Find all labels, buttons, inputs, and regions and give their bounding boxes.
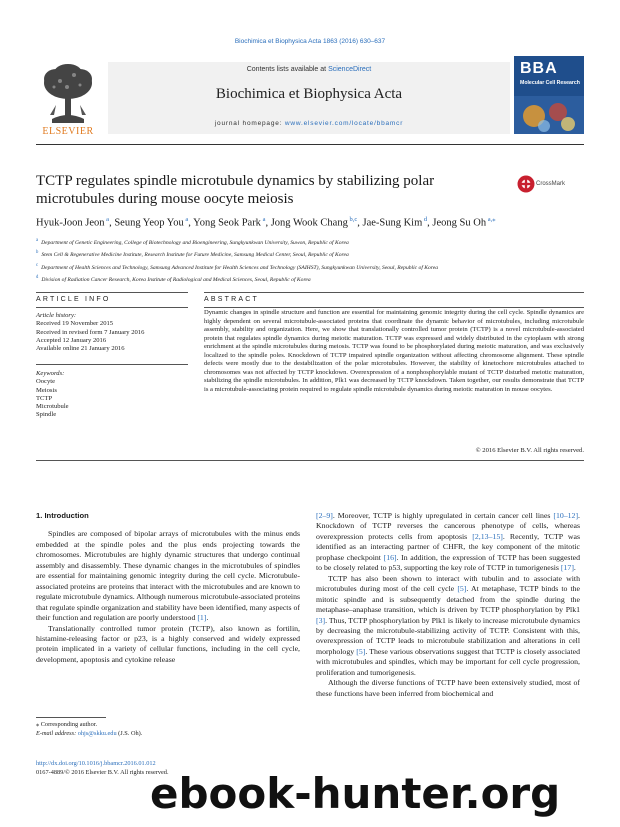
author-affiliation-marker[interactable]: a,⁎	[486, 216, 496, 223]
body-paragraph	[316, 678, 580, 699]
paragraph-text: . Thus, TCTP phosphorylation by Plk1 is likely to increase microtubule dynamics by decreasing the microtubule-stabilizing activity of TCTP. Consistent with this, overexpression of TCTP leads to microtubule stabilization and alterations in cell morphology	[316, 615, 580, 656]
affiliation-tag: c	[36, 262, 39, 268]
contents-line	[108, 66, 510, 73]
contents-prefix: Contents lists available at	[246, 66, 329, 73]
history-item: Received in revised form 7 January 2016	[36, 328, 145, 336]
author-affiliation-marker[interactable]: a	[183, 216, 189, 223]
paragraph-text: . At metaphase, TCTP binds to the mitotic spindle and is subsequently detached from the spindle during the metaphase–anaphase transition, which is driven by TCTP phosphorylation by Plk1	[316, 584, 580, 615]
watermark	[146, 770, 620, 818]
author-name[interactable]: Jong Wook Chang	[270, 217, 348, 229]
email-note	[36, 730, 300, 739]
doi-link[interactable]: http://dx.doi.org/10.1016/j.bbamcr.2016.01.012	[36, 760, 156, 767]
body-column-right	[316, 511, 580, 699]
body-column-left	[36, 511, 300, 665]
email-label: E-mail address:	[36, 729, 78, 737]
issn-copyright: 0167-4889/© 2016 Elsevier B.V. All rights reserved.	[36, 768, 169, 776]
publisher-logo-text: ELSEVIER	[42, 126, 94, 137]
affiliation-text: Department of Health Sciences and Technology, Samsung Advanced Institute for Health Sciences and Technology (SAIHST), Sungkyunkwan University, Seoul, Republic of Korea	[41, 264, 439, 271]
elsevier-tree-logo	[36, 56, 100, 136]
affiliation-list	[36, 236, 596, 286]
keyword-item: TCTP	[36, 394, 53, 402]
history-item: Received 19 November 2015	[36, 320, 114, 328]
paragraph-text: . Recently, TCTP was identified as an interacting partner of CHFR, the key component of the mitotic prophase checkpoint	[316, 531, 580, 562]
journal-homepage	[108, 120, 510, 127]
body-paragraph	[316, 511, 580, 574]
affiliation-item	[36, 236, 596, 248]
journal-title: Biochimica et Biophysica Acta	[215, 86, 403, 102]
email-suffix: (J.S. Oh).	[116, 729, 143, 737]
body-paragraph	[36, 624, 300, 666]
affiliation-item	[36, 273, 596, 285]
abstract-top-rule	[204, 292, 584, 293]
cover-title: BBA	[520, 60, 558, 77]
paragraph-text: .	[573, 563, 576, 573]
article-history	[36, 312, 188, 353]
introduction-heading: 1. Introduction	[36, 511, 89, 520]
article-history-label: Article history:	[36, 312, 77, 319]
article-info-bottom-rule	[36, 307, 188, 308]
cover-subtitle: Molecular Cell Research	[520, 80, 580, 86]
citation-link[interactable]: [1]	[197, 613, 207, 623]
citation-link[interactable]: [5]	[457, 584, 467, 594]
sciencedirect-link[interactable]: ScienceDirect	[328, 66, 372, 73]
author-affiliation-marker[interactable]: a	[104, 216, 110, 223]
paragraph-text: Although the diverse functions of TCTP have been extensively studied, most of these functions have been inferred from biochemical and	[316, 678, 580, 698]
affiliation-text: Department of Genetic Engineering, College of Biotechnology and Bioengineering, Sungkyunkwan University, Suwon, Republic of Korea	[41, 239, 349, 246]
article-info-heading: ARTICLE INFO	[36, 296, 111, 303]
history-item: Available online 21 January 2016	[36, 345, 125, 353]
paragraph-text: TCTP has also been shown to interact with tubulin and to associate with microtubules during most of the cell cycle	[316, 573, 580, 594]
citation-link[interactable]: [2–9]	[316, 511, 333, 520]
email-link[interactable]: ohjs@skku.edu	[77, 729, 117, 737]
keywords	[36, 370, 188, 420]
author-name[interactable]: Hyuk-Joon Jeon	[36, 217, 105, 229]
author-name[interactable]: Yong Seok Park	[193, 217, 261, 229]
article-history-list	[36, 320, 188, 353]
homepage-link[interactable]: www.elsevier.com/locate/bbamcr	[284, 120, 404, 127]
journal-reference[interactable]: Biochimica et Biophysica Acta 1863 (2016) 630–637	[234, 38, 386, 45]
citation-link[interactable]: [17]	[560, 563, 574, 573]
keyword-item: Oocyte	[36, 378, 56, 386]
keyword-item: Spindle	[36, 411, 57, 419]
citation-link[interactable]: [3]	[316, 615, 326, 625]
paragraph-text: . These various observations suggest that TCTP is closely associated with microtubules and spindles, which may be important for cell cycle progression, proliferation and tumorigenesis.	[316, 646, 580, 677]
history-divider	[36, 364, 188, 365]
article-info-top-rule	[36, 292, 188, 293]
abstract-copyright: © 2016 Elsevier B.V. All rights reserved.	[475, 447, 584, 454]
cover-artwork	[514, 96, 584, 134]
author-list: Hyuk-Joon Jeon $^a$, Seung Yeop You $^a$, Yong Seok Park $^a$, Jong Wook Chang $^{b,c}$, Jae-Sung Kim $^d$, Jeong Su Oh $^{a,⁎}$	[36, 216, 496, 229]
corresponding-author-note: ⁎ Corresponding author.	[36, 721, 98, 728]
paragraph-text: Spindles are composed of bipolar arrays of microtubules with the minus ends embedded at the spindle poles and the plus ends projecting towards the chromosomes. Microtubules are highly dynamic structures that undergo continual assembly and disassembly. These dynamic changes in the microtubules of spindles are essential for maintaining genomic integrity during the cell cycle. Microtubule-associated proteins are proteins that interact with the microtubules and are known to regulate microtubule dynamics. Although numerous microtubule-associated proteins that regulate spindle organization and stability have been identified, many aspects of their function and regulation are poorly understood	[36, 529, 300, 623]
watermark-text: ebook-hunter.org	[150, 770, 561, 818]
keyword-item: Meiosis	[36, 386, 57, 394]
author-name[interactable]: Jae-Sung Kim	[362, 217, 423, 229]
affiliation-text: Stem Cell & Regenerative Medicine Institute, Research Institute for Future Medicine, Samsung Medical Center, Seoul, Republic of Korea	[41, 252, 349, 259]
abstract-heading-rule	[204, 307, 584, 308]
abstract-text: Dynamic changes in spindle structure and function are essential for maintaining genomic integrity during the cell cycle. Spindle dynamics are highly dependent on several microtubule-associated proteins that coordinate the dynamic behavior of microtubules, including microtubule assembly, stability and organization. Here, we show that translationally controlled tumor protein (TCTP) is a novel microtubule-associated protein that regulates spindle dynamics during meiotic maturation. TCTP was expressed and widely distributed in the cytoplasm with strong enrichment at the spindle microtubules during meiosis. TCTP was found to be phosphorylated during meiotic maturation, and was exclusively localized to the spindle poles. Knockdown of TCTP impaired spindle organization without affecting chromosome alignment. These spindle defects were mostly due to the destabilization of the polar microtubules. However, the stability of kinetochore microtubules attached to chromosomes was not affected by TCTP knockdown. Overexpression of a nonphosphorylable mutant of TCTP disturbed meiotic maturation, stabilizing the spindle microtubules. In addition, Plk1 was decreased by TCTP knockdown. Taken together, our results demonstrate that TCTP is a microtubule-associating protein required to regulate spindle microtubule dynamics during meiotic maturation in mouse oocytes.	[204, 309, 584, 393]
masthead-rule	[36, 144, 584, 145]
keyword-list	[36, 378, 188, 419]
paragraph-text: . Knockdown of TCTP reverses the cancerous phenotype of cells, whereas overexpression protects cells from apoptosis	[316, 511, 580, 541]
author-affiliation-marker[interactable]: b,c	[347, 216, 358, 223]
footnote-rule	[36, 717, 106, 718]
affiliation-item	[36, 248, 596, 260]
paragraph-text: . Moreover, TCTP is highly upregulated in certain cancer cell lines	[332, 511, 554, 520]
affiliation-item	[36, 261, 596, 273]
paragraph-text: .	[206, 613, 209, 623]
article-title: TCTP regulates spindle microtubule dynamics by stabilizing polar microtubules during mouse oocyte meiosis	[36, 173, 435, 207]
abstract-heading: ABSTRACT	[204, 296, 259, 303]
affiliation-tag: d	[36, 275, 39, 281]
author-affiliation-marker[interactable]: d	[422, 216, 428, 223]
journal-cover[interactable]	[514, 56, 584, 134]
affiliation-tag: b	[36, 250, 39, 256]
keyword-item: Microtubule	[36, 403, 69, 411]
abstract-bottom-rule	[36, 460, 584, 461]
crossmark-label[interactable]: CrossMark	[536, 181, 566, 187]
citation-link[interactable]: [5]	[356, 646, 366, 656]
homepage-prefix: journal homepage:	[214, 120, 285, 127]
author-affiliation-marker[interactable]: a	[260, 216, 266, 223]
paragraph-text: Translationally controlled tumor protein (TCTP), also known as fortilin, histamine-releasing factor or p23, is a highly conserved and widely expressed protein implicated in a variety of cellular functions, including in the cell cycle, development, apoptosis and cytokine release	[36, 623, 300, 664]
keywords-label: Keywords:	[36, 370, 65, 377]
citation-link[interactable]: [2,13–15]	[472, 531, 503, 541]
affiliation-tag: a	[36, 238, 39, 243]
author-name[interactable]: Jeong Su Oh	[432, 217, 487, 229]
author-name[interactable]: Seung Yeop You	[114, 217, 184, 229]
body-paragraph	[316, 574, 580, 679]
citation-link[interactable]: [16]	[383, 552, 397, 562]
affiliation-text: Division of Radiation Cancer Research, Korea Institute of Radiological and Medical Sciences, Seoul, Republic of Korea	[41, 277, 311, 284]
paragraph-text: . In addition, the expression of TCTP has been suggested to be closely related to p53, supporting the key role of TCTP in tumorigenesis	[316, 552, 580, 573]
footnotes	[36, 721, 300, 738]
journal-masthead	[36, 56, 584, 138]
history-item: Accepted 12 January 2016	[36, 336, 107, 344]
citation-link[interactable]: [10–12]	[553, 511, 579, 520]
body-paragraph	[36, 529, 300, 623]
